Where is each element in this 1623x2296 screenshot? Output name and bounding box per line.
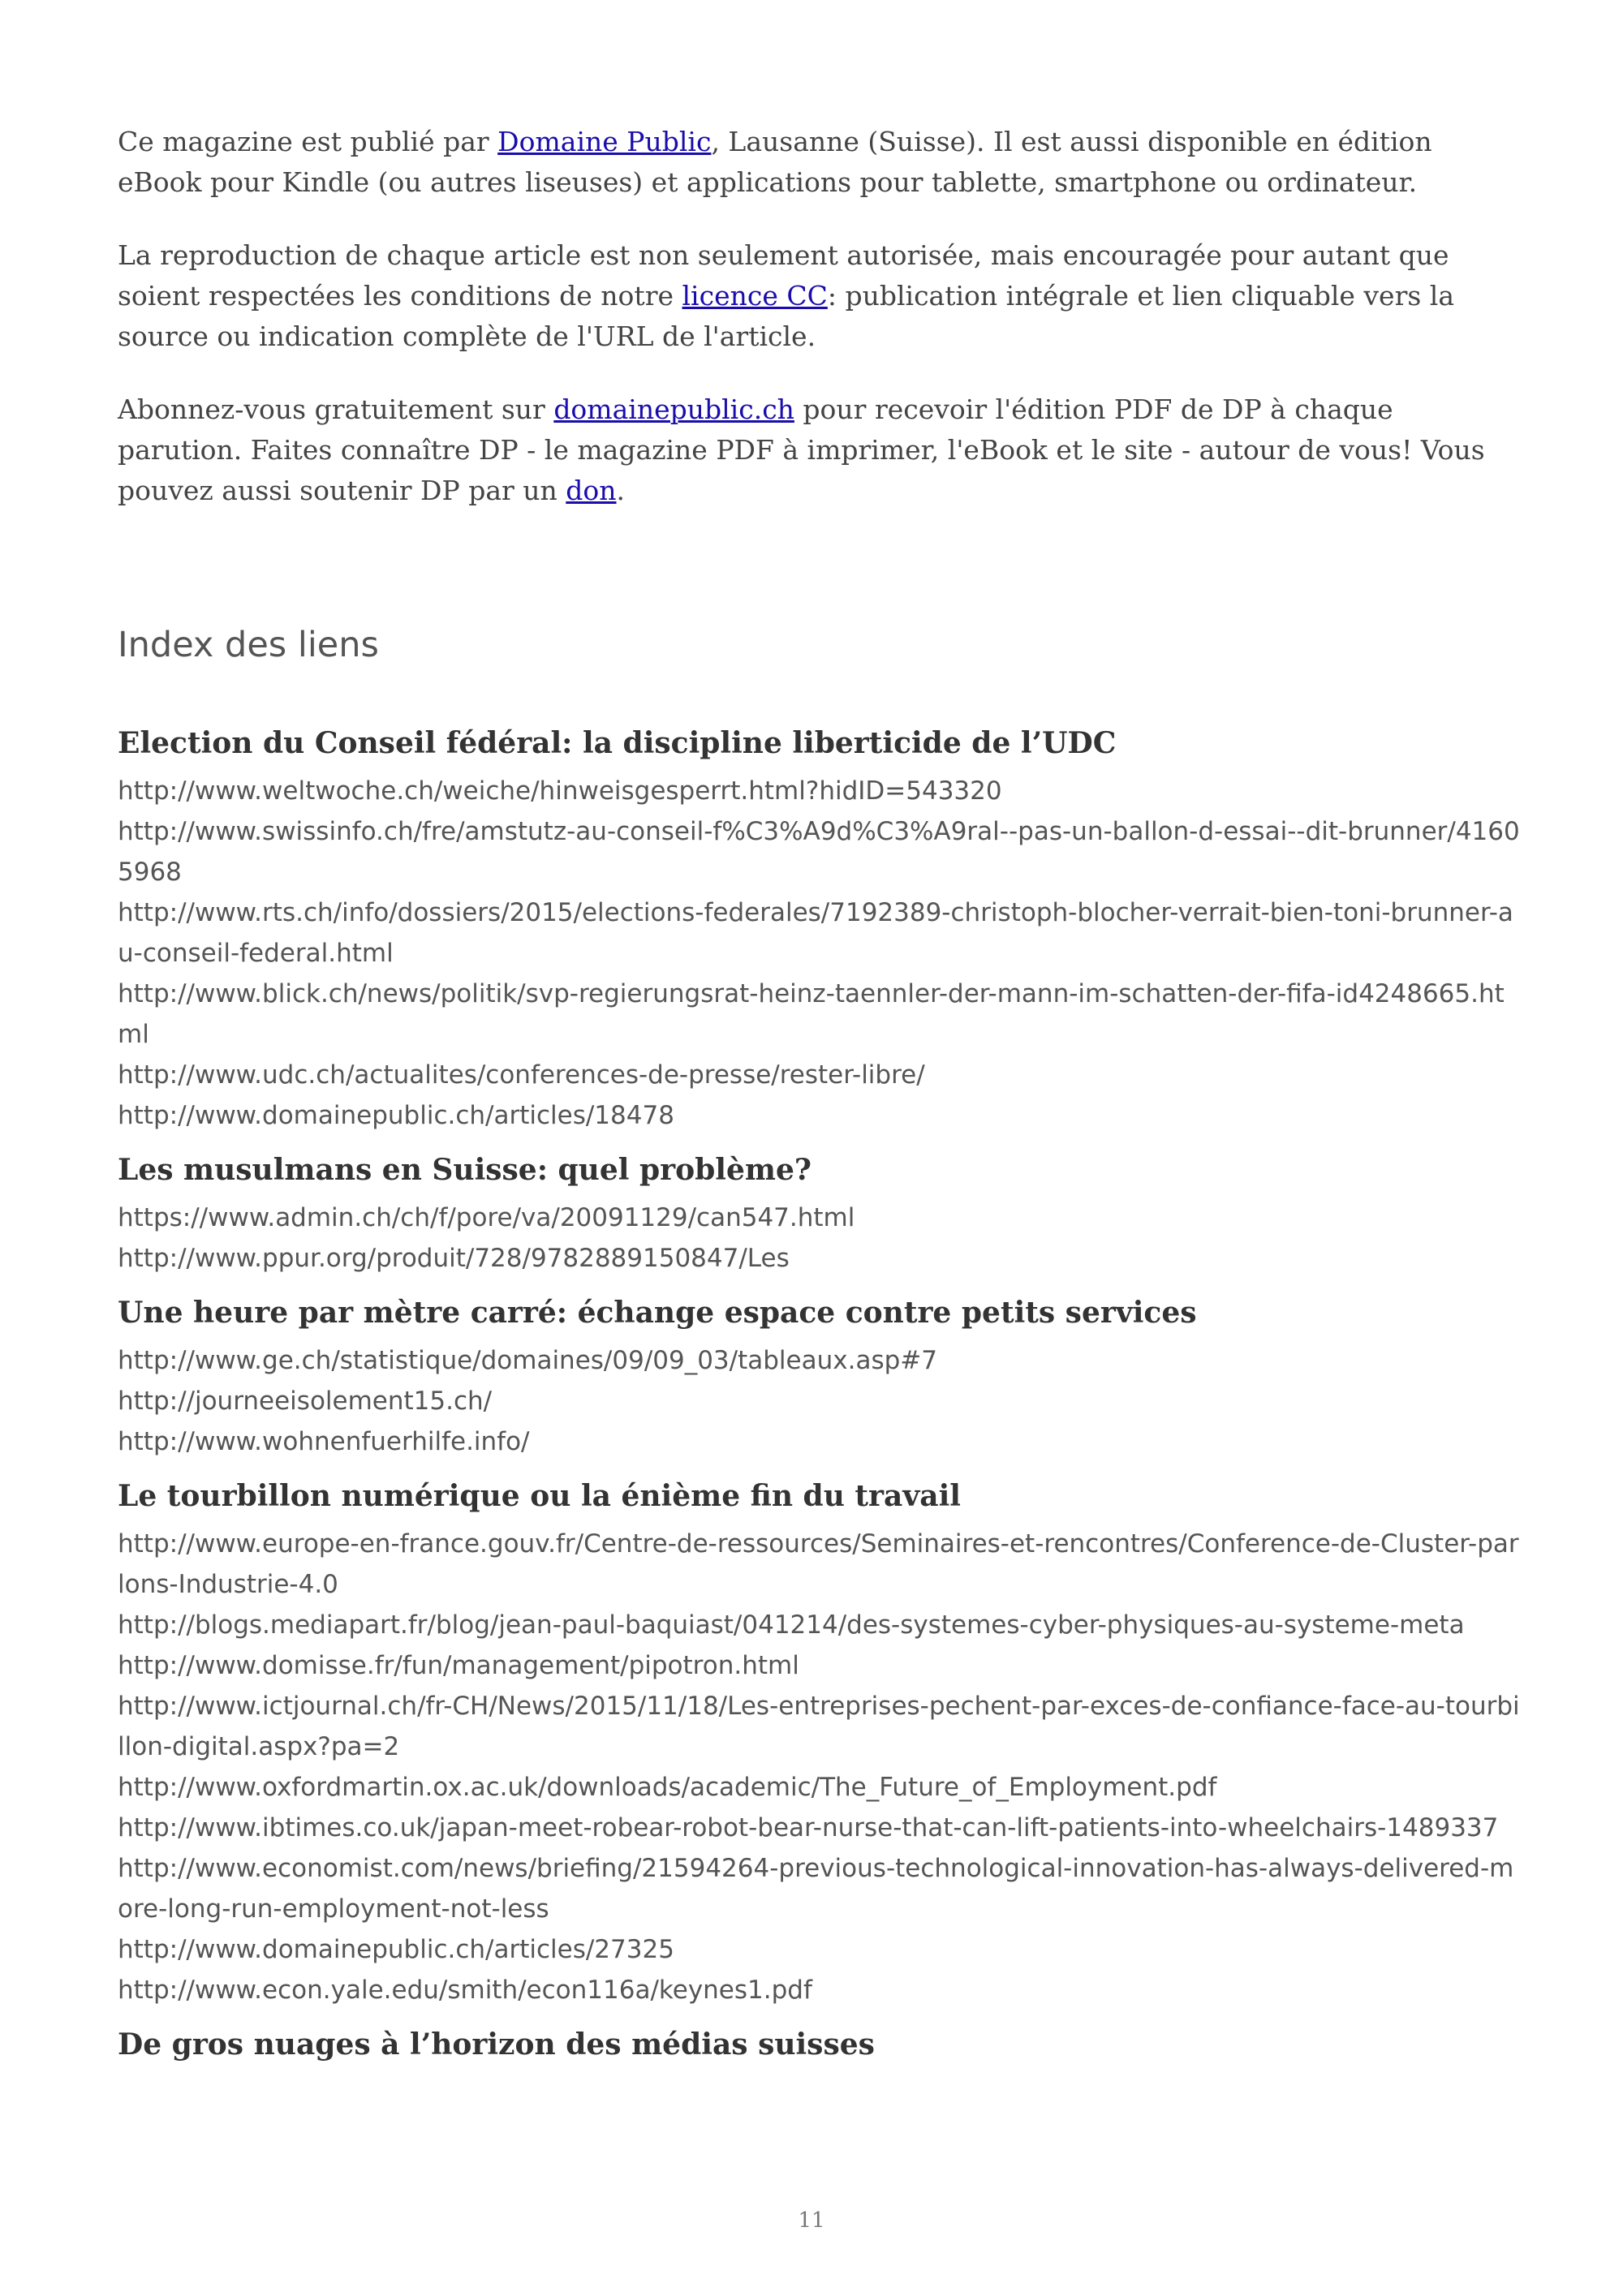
page-content xyxy=(118,122,1522,2077)
link-url[interactable]: http://www.ictjournal.ch/fr-CH/News/2015/11/18/Les-entreprises-pechent-par-exces-de-confiance-face-au-tourbillon-digital.aspx?pa=2 xyxy=(118,1692,1520,1761)
link-url[interactable]: http://www.rts.ch/info/dossiers/2015/elections-federales/7192389-christoph-blocher-verrait-bien-toni-brunner-au-conseil-federal.html xyxy=(118,898,1513,968)
link-url[interactable]: http://www.blick.ch/news/politik/svp-regierungsrat-heinz-taennler-der-mann-im-schatten-der-fifa-id4248665.html xyxy=(118,979,1505,1049)
article-title: Les musulmans en Suisse: quel problème? xyxy=(118,1153,812,1187)
article-title: De gros nuages à l’horizon des médias suisses xyxy=(118,2027,875,2062)
link-group xyxy=(118,1477,1522,2010)
link-url[interactable]: http://www.economist.com/news/briefing/21594264-previous-technological-innovation-has-always-delivered-more-long-run-employment-not-less xyxy=(118,1854,1514,1924)
link-index xyxy=(118,724,1522,2064)
link-url[interactable]: http://blogs.mediapart.fr/blog/jean-paul-baquiast/041214/des-systemes-cyber-physiques-au-systeme-meta xyxy=(118,1610,1465,1640)
link-url[interactable]: https://www.admin.ch/ch/f/pore/va/20091129/can547.html xyxy=(118,1203,855,1232)
link-group xyxy=(118,1293,1522,1462)
link-url[interactable]: http://journeeisolement15.ch/ xyxy=(118,1387,493,1416)
intro-text: , Lausanne (Suisse). Il est aussi disponible en édition eBook pour Kindle (ou autres liseuses) et applications pour tablette, smartphone ou ordinateur. xyxy=(118,126,1432,198)
link-url[interactable]: http://www.weltwoche.ch/weiche/hinweisgesperrt.html?hidID=543320 xyxy=(118,776,1002,806)
link-url[interactable]: http://www.domisse.fr/fun/management/pipotron.html xyxy=(118,1651,799,1680)
link-url[interactable]: http://www.domainepublic.ch/articles/27325 xyxy=(118,1935,674,1964)
intro-text: Abonnez-vous gratuitement sur xyxy=(118,393,554,425)
intro-paragraph-2 xyxy=(118,235,1522,357)
link-group xyxy=(118,2025,1522,2064)
intro-paragraph-3 xyxy=(118,389,1522,511)
link-url[interactable]: http://www.wohnenfuerhilfe.info/ xyxy=(118,1427,530,1456)
link-url[interactable]: http://www.europe-en-france.gouv.fr/Centre-de-ressources/Seminaires-et-rencontres/Conference-de-Cluster-parlons-Industrie-4.0 xyxy=(118,1529,1519,1599)
link-group xyxy=(118,724,1522,1136)
link-url[interactable]: http://www.ibtimes.co.uk/japan-meet-robear-robot-bear-nurse-that-can-lift-patients-into-wheelchairs-1489337 xyxy=(118,1813,1499,1842)
intro-text: : publication intégrale et lien cliquable vers la source ou indication complète de l'URL de l'article. xyxy=(118,280,1455,352)
intro-text: . xyxy=(616,475,626,506)
intro-text: La reproduction de chaque article est non seulement autorisée, mais encouragée pour autant que soient respectées les conditions de notre xyxy=(118,239,1449,312)
intro-text: pour recevoir l'édition PDF de DP à chaque parution. Faites connaître DP - le magazine PDF à imprimer, l'eBook et le site - autour de vous! Vous pouvez aussi soutenir DP par un xyxy=(118,393,1485,506)
link-url[interactable]: http://www.oxfordmartin.ox.ac.uk/downloads/academic/The_Future_of_Employment.pdf xyxy=(118,1773,1217,1802)
article-title: Le tourbillon numérique ou la énième fin du travail xyxy=(118,1479,961,1513)
don-link[interactable]: don xyxy=(566,475,617,506)
link-url[interactable]: http://www.swissinfo.ch/fre/amstutz-au-conseil-f%C3%A9d%C3%A9ral--pas-un-ballon-d-essai--dit-brunner/41605968 xyxy=(118,817,1520,887)
link-url[interactable]: http://www.econ.yale.edu/smith/econ116a/keynes1.pdf xyxy=(118,1976,812,2005)
article-title: Election du Conseil fédéral: la discipline liberticide de l’UDC xyxy=(118,726,1117,760)
licence-cc-link[interactable]: licence CC xyxy=(682,280,828,312)
domainepublic-link[interactable]: domainepublic.ch xyxy=(553,393,794,425)
domaine-public-link[interactable]: Domaine Public xyxy=(497,126,712,157)
link-group xyxy=(118,1150,1522,1279)
index-title: Index des liens xyxy=(118,625,379,665)
link-url[interactable]: http://www.domainepublic.ch/articles/18478 xyxy=(118,1101,674,1130)
page-number: 11 xyxy=(798,2208,825,2233)
link-url[interactable]: http://www.ppur.org/produit/728/9782889150847/Les xyxy=(118,1244,790,1273)
link-url[interactable]: http://www.ge.ch/statistique/domaines/09/09_03/tableaux.asp#7 xyxy=(118,1346,937,1375)
intro-text: Ce magazine est publié par xyxy=(118,126,498,157)
article-title: Une heure par mètre carré: échange espace contre petits services xyxy=(118,1296,1197,1330)
intro-paragraph-1 xyxy=(118,122,1522,203)
link-url[interactable]: http://www.udc.ch/actualites/conferences-de-presse/rester-libre/ xyxy=(118,1060,925,1090)
